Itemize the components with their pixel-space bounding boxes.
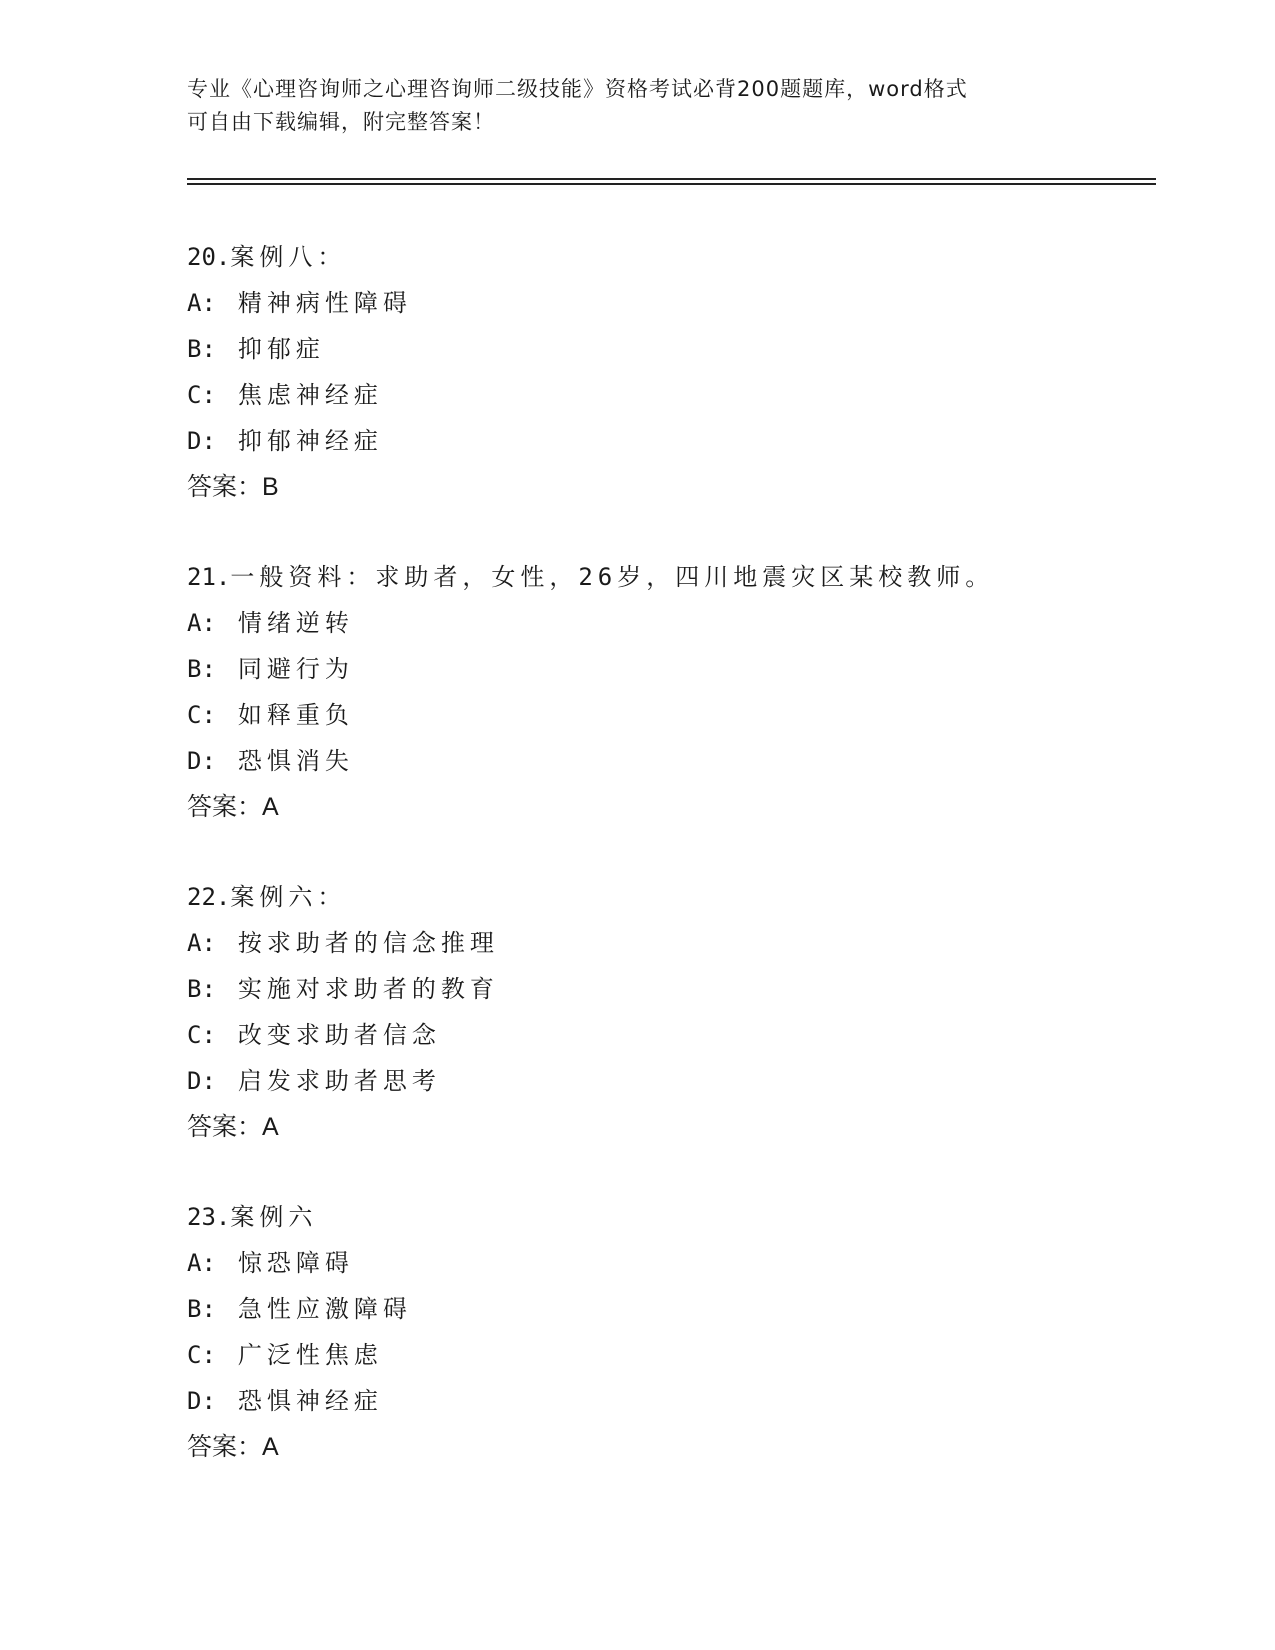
option-letter: B: [187, 975, 216, 1003]
option-b [187, 1286, 1187, 1332]
question-stem [187, 554, 1187, 600]
answer-line: 答案：B [187, 473, 279, 501]
option-letter: A: [187, 1249, 216, 1277]
question-text: 案例六 [230, 1203, 318, 1231]
option-letter: C: [187, 381, 216, 409]
option-text: 广泛性焦虑 [237, 1341, 383, 1369]
question-number: 23. [187, 1203, 231, 1231]
option-text: 惊恐障碍 [237, 1249, 354, 1277]
question-20 [187, 234, 1187, 554]
option-b [187, 326, 1187, 372]
option-text: 实施对求助者的教育 [237, 975, 499, 1003]
option-text: 恐惧神经症 [237, 1387, 383, 1415]
option-text: 按求助者的信念推理 [237, 929, 499, 957]
option-text: 改变求助者信念 [237, 1021, 441, 1049]
option-text: 急性应激障碍 [237, 1295, 412, 1323]
option-letter: D: [187, 427, 216, 455]
option-text: 精神病性障碍 [237, 289, 412, 317]
option-text: 同避行为 [237, 655, 354, 683]
question-list [187, 234, 1187, 1514]
answer-line: 答案：A [187, 1113, 279, 1141]
option-letter: B: [187, 655, 216, 683]
option-letter: D: [187, 747, 216, 775]
question-number: 20. [187, 243, 231, 271]
question-number: 22. [187, 883, 231, 911]
answer-line: 答案：A [187, 793, 279, 821]
question-text: 案例六： [230, 883, 347, 911]
option-letter: C: [187, 701, 216, 729]
option-letter: D: [187, 1387, 216, 1415]
document-header [187, 73, 1087, 139]
option-text: 抑郁神经症 [237, 427, 383, 455]
question-stem [187, 874, 1187, 920]
option-d [187, 738, 1187, 784]
header-line-1: 专业《心理咨询师之心理咨询师二级技能》资格考试必背200题题库，word格式 [187, 77, 968, 101]
option-d [187, 1378, 1187, 1424]
question-23 [187, 1194, 1187, 1514]
option-text: 情绪逆转 [237, 609, 354, 637]
option-text: 启发求助者思考 [237, 1067, 441, 1095]
option-letter: C: [187, 1021, 216, 1049]
option-letter: B: [187, 1295, 216, 1323]
option-d [187, 418, 1187, 464]
option-b [187, 646, 1187, 692]
header-divider-bottom [187, 183, 1156, 185]
question-number: 21. [187, 563, 231, 591]
option-c [187, 1012, 1187, 1058]
question-stem [187, 234, 1187, 280]
option-text: 抑郁症 [237, 335, 325, 363]
option-a [187, 600, 1187, 646]
option-letter: D: [187, 1067, 216, 1095]
option-c [187, 1332, 1187, 1378]
option-text: 如释重负 [237, 701, 354, 729]
question-text: 案例八： [230, 243, 347, 271]
option-letter: A: [187, 609, 216, 637]
header-divider-top [187, 178, 1156, 180]
option-letter: B: [187, 335, 216, 363]
option-letter: C: [187, 1341, 216, 1369]
header-line-2: 可自由下载编辑，附完整答案！ [187, 110, 495, 134]
option-letter: A: [187, 289, 216, 317]
option-letter: A: [187, 929, 216, 957]
option-a [187, 280, 1187, 326]
answer-line: 答案：A [187, 1433, 279, 1461]
option-text: 恐惧消失 [237, 747, 354, 775]
option-c [187, 692, 1187, 738]
option-b [187, 966, 1187, 1012]
question-text: 一般资料：求助者，女性，26岁，四川地震灾区某校教师。 [230, 563, 995, 591]
option-text: 焦虑神经症 [237, 381, 383, 409]
option-c [187, 372, 1187, 418]
option-a [187, 1240, 1187, 1286]
option-a [187, 920, 1187, 966]
question-stem [187, 1194, 1187, 1240]
question-22 [187, 874, 1187, 1194]
option-d [187, 1058, 1187, 1104]
question-21 [187, 554, 1187, 874]
